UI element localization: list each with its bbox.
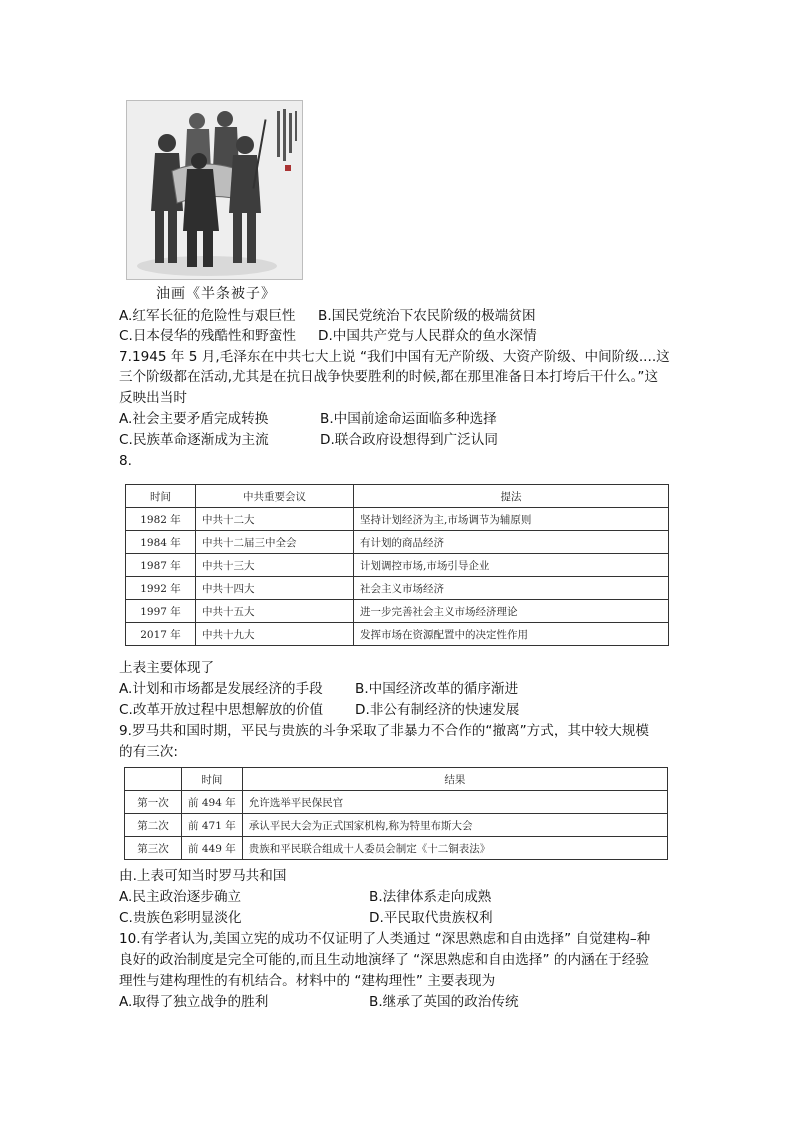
- cell-meeting: 中共十五大: [196, 600, 354, 623]
- cell-year: 1984 年: [126, 531, 196, 554]
- table-row: [125, 814, 668, 837]
- painting-figures-icon: [127, 101, 302, 279]
- q9-option-b[interactable]: B.法律体系走向成熟: [369, 889, 492, 905]
- table-row: [126, 554, 669, 577]
- q10-option-b[interactable]: B.继承了英国的政治传统: [369, 994, 519, 1010]
- q8-option-c[interactable]: C.改革开放过程中思想解放的价值: [119, 702, 324, 718]
- cell-year: 1997 年: [126, 600, 196, 623]
- cell-meeting: 中共十二大: [196, 508, 354, 531]
- q8-option-a[interactable]: A.计划和市场都是发展经济的手段: [119, 681, 323, 697]
- q8-option-d[interactable]: D.非公有制经济的快速发展: [355, 702, 520, 718]
- table-row: [126, 508, 669, 531]
- q7-stem-line-3: 反映出当时: [119, 390, 187, 406]
- cell-result: 允许选举平民保民官: [242, 791, 667, 814]
- cell-year: 1987 年: [126, 554, 196, 577]
- q9-stem-line-2: 的有三次:: [119, 744, 178, 760]
- q9-stem-line-1: 9.罗马共和国时期，平民与贵族的斗争采取了非暴力不合作的“撤离”方式，其中较大规模: [119, 723, 650, 739]
- q10-stem-line-1: 10.有学者认为,美国立宪的成功不仅证明了人类通过 “深思熟虑和自由选择” 自觉建构–种: [119, 931, 651, 947]
- q7-stem-line-1: 7.1945 年 5 月,毛泽东在中共七大上说 “我们中国有无产阶级、大资产阶级、中间阶级....这: [119, 349, 670, 365]
- q6-option-b[interactable]: B.国民党统治下农民阶级的极端贫困: [318, 308, 536, 324]
- header-blank: [125, 768, 182, 791]
- q6-option-a[interactable]: A.红军长征的危险性与艰巨性: [119, 308, 296, 324]
- header-time: 时间: [182, 768, 243, 791]
- q7-stem-line-2: 三个阶级都在活动,尤其是在抗日战争快要胜利的时候,都在那里准备日本打垮后干什么。”这: [119, 369, 659, 385]
- cell-year: 1992 年: [126, 577, 196, 600]
- q7-option-d[interactable]: D.联合政府设想得到广泛认同: [320, 432, 498, 448]
- header-result: 结果: [242, 768, 667, 791]
- cell-year: 前 471 年: [182, 814, 243, 837]
- table-header-row: [126, 485, 669, 508]
- cell-meeting: 中共十三大: [196, 554, 354, 577]
- table-row: [126, 623, 669, 646]
- header-time: 时间: [126, 485, 196, 508]
- cell-statement: 发挥市场在资源配置中的决定性作用: [354, 623, 669, 646]
- cell-order: 第二次: [125, 814, 182, 837]
- header-statement: 提法: [354, 485, 669, 508]
- cell-meeting: 中共十四大: [196, 577, 354, 600]
- q10-stem-line-2: 良好的政治制度是完全可能的,而且生动地演绎了 “深思熟虑和自由选择” 的内涵在于经验: [119, 952, 650, 968]
- cell-result: 贵族和平民联合组成十人委员会制定《十二铜表法》: [242, 837, 667, 860]
- cell-statement: 坚持计划经济为主,市场调节为辅原则: [354, 508, 669, 531]
- cell-year: 前 494 年: [182, 791, 243, 814]
- q7-option-a[interactable]: A.社会主要矛盾完成转换: [119, 411, 269, 427]
- cell-statement: 进一步完善社会主义市场经济理论: [354, 600, 669, 623]
- q8-table: [125, 484, 669, 646]
- cell-year: 前 449 年: [182, 837, 243, 860]
- cell-year: 1982 年: [126, 508, 196, 531]
- q8-stem: 上表主要体现了: [119, 660, 215, 676]
- q6-option-c[interactable]: C.日本侵华的残酷性和野蛮性: [119, 328, 296, 344]
- table-row: [125, 791, 668, 814]
- header-meeting: 中共重要会议: [196, 485, 354, 508]
- table-row: [126, 531, 669, 554]
- painting-caption: 油画《半条被子》: [156, 286, 276, 302]
- q10-stem-line-3: 理性与建构理性的有机结合。材料中的 “建构理性” 主要表现为: [119, 973, 496, 989]
- table-row: [126, 600, 669, 623]
- q9-option-c[interactable]: C.贵族色彩明显淡化: [119, 910, 242, 926]
- cell-year: 2017 年: [126, 623, 196, 646]
- table-header-row: [125, 768, 668, 791]
- cell-meeting: 中共十九大: [196, 623, 354, 646]
- q9-option-a[interactable]: A.民主政治逐步确立: [119, 889, 242, 905]
- cell-statement: 社会主义市场经济: [354, 577, 669, 600]
- q7-option-b[interactable]: B.中国前途命运面临多种选择: [320, 411, 497, 427]
- cell-result: 承认平民大会为正式国家机构,称为特里布斯大会: [242, 814, 667, 837]
- cell-statement: 计划调控市场,市场引导企业: [354, 554, 669, 577]
- cell-order: 第三次: [125, 837, 182, 860]
- table-row: [126, 577, 669, 600]
- table-row: [125, 837, 668, 860]
- q10-option-a[interactable]: A.取得了独立战争的胜利: [119, 994, 269, 1010]
- q8-option-b[interactable]: B.中国经济改革的循序渐进: [355, 681, 519, 697]
- q6-option-d[interactable]: D.中国共产党与人民群众的鱼水深情: [318, 328, 537, 344]
- q9-stem: 由.上表可知当时罗马共和国: [119, 868, 287, 884]
- cell-order: 第一次: [125, 791, 182, 814]
- cell-statement: 有计划的商品经济: [354, 531, 669, 554]
- painting-image: [126, 100, 303, 280]
- q8-number: 8.: [119, 453, 132, 469]
- q9-option-d[interactable]: D.平民取代贵族权利: [369, 910, 493, 926]
- q7-option-c[interactable]: C.民族革命逐渐成为主流: [119, 432, 269, 448]
- cell-meeting: 中共十二届三中全会: [196, 531, 354, 554]
- q9-table: [124, 767, 668, 860]
